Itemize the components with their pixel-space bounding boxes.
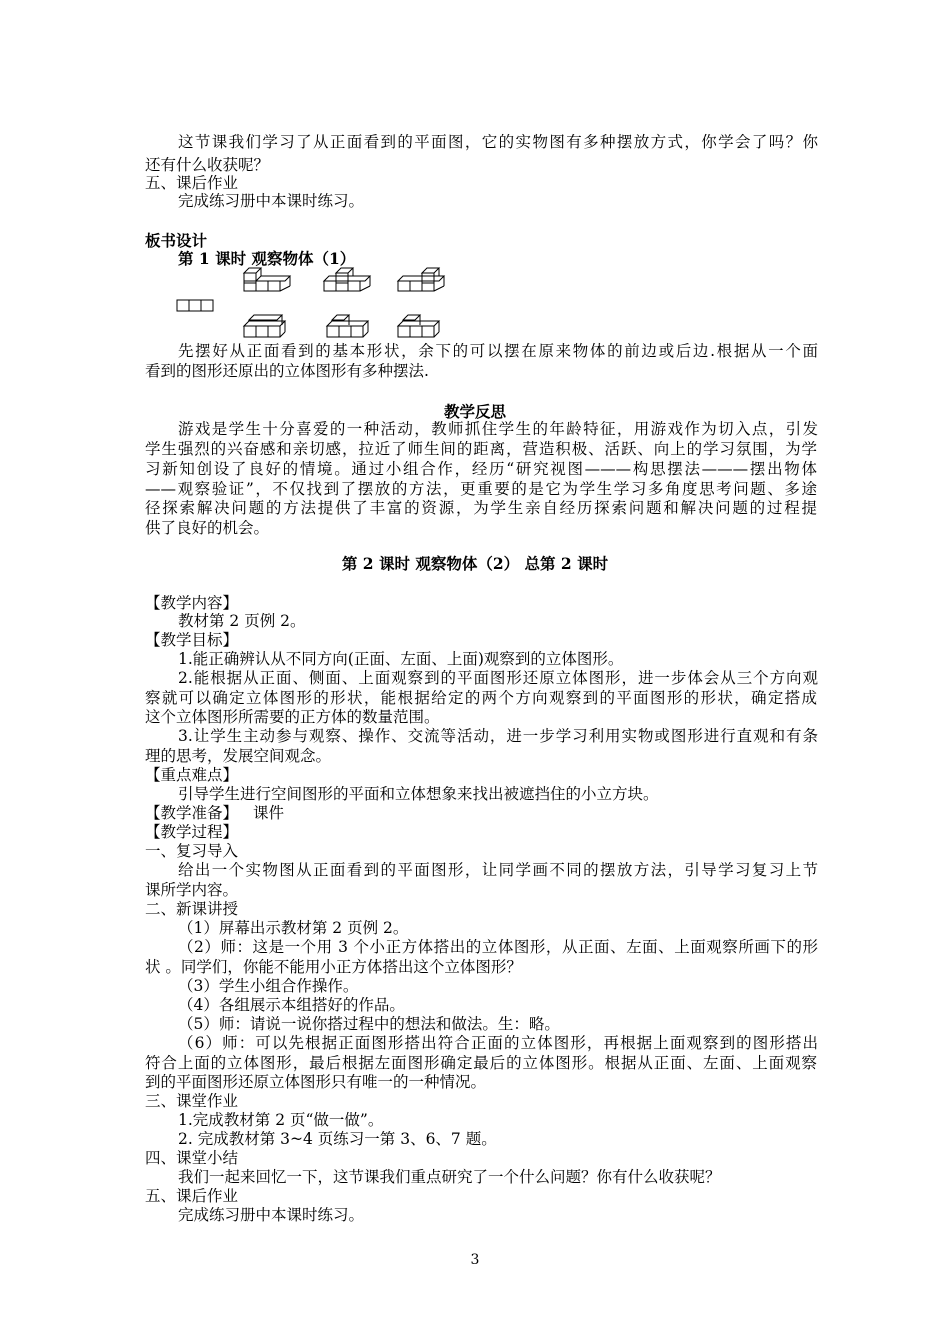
goal-2-line: 察就可以确定立体图形的形状，能根据给定的两个方向观察到的平面图形的形状，确定搭成: [145, 689, 817, 707]
cube-figure-6: [394, 313, 450, 339]
reflection-heading: 教学反思: [443, 402, 506, 421]
section-5-title: 五、课后作业: [145, 1187, 239, 1205]
section-1-line: 课所学内容。: [145, 881, 239, 899]
section-2-p3: （3）学生小组合作操作。: [178, 977, 359, 995]
reflection-line: 供了良好的机会。: [145, 519, 270, 537]
cube-figure-4: [240, 313, 296, 339]
section-4-title: 四、课堂小结: [145, 1149, 239, 1167]
summary-line-2: 还有什么收获呢？: [145, 156, 270, 174]
goal-3-line: 3.让学生主动参与观察、操作、交流等活动，进一步学习利用实物或图形进行直观和有条: [178, 727, 818, 745]
board-design-heading: 板书设计: [145, 231, 208, 250]
homework-text: 完成练习册中本课时练习。: [178, 192, 365, 210]
section-2-p2-line: 状 。同学们，你能不能用小正方体搭出这个立体图形？: [145, 958, 522, 976]
key-label: 【重点难点】: [145, 766, 239, 784]
goals-label: 【教学目标】: [145, 631, 239, 649]
cube-figure-1: [240, 266, 292, 292]
cube-figure-5: [323, 313, 379, 339]
goal-2-line: 这个立体图形所需要的正方体的数量范围。: [145, 708, 440, 726]
summary-line-1: 这节课我们学习了从正面看到的平面图，它的实物图有多种摆放方式，你学会了吗？你: [178, 133, 818, 151]
section-2-p2-line: （2）师：这是一个用 3 个小正方体搭出的立体图形，从正面、左面、上面观察所画下的形: [178, 938, 818, 956]
board-desc-line-1: 先摆好从正面看到的基本形状，余下的可以摆在原来物体的前边或后边.根据从一个面: [178, 342, 818, 360]
section-4-text: 我们一起来回忆一下，这节课我们重点研究了一个什么问题？你有什么收获呢？: [178, 1168, 721, 1186]
key-text: 引导学生进行空间图形的平面和立体想象来找出被遮挡住的小立方块。: [178, 785, 659, 803]
board-lesson-title: 第 1 课时 观察物体（1）: [178, 249, 356, 268]
prep-label: 【教学准备】: [145, 804, 239, 822]
homework-heading: 五、课后作业: [145, 174, 239, 192]
section-2-p4: （4）各组展示本组搭好的作品。: [178, 996, 405, 1014]
reflection-line: ——观察验证”，不仅找到了摆放的方法，更重要的是它为学生学习多角度思考问题、多途: [145, 480, 817, 498]
section-2-p6-line: 符合上面的立体图形，最后根据左面图形确定最后的立体图形。根据从正面、左面、上面观察: [145, 1054, 817, 1072]
section-5-text: 完成练习册中本课时练习。: [178, 1206, 365, 1224]
goal-1: 1.能正确辨认从不同方向(正面、左面、上面)观察到的立体图形。: [178, 650, 624, 668]
goal-3-line: 理的思考，发展空间观念。: [145, 747, 332, 765]
reflection-line: 游戏是学生十分喜爱的一种活动，教师抓住学生的年龄特征，用游戏作为切入点，引发: [178, 420, 818, 438]
reflection-line: 径探索解决问题的方法提供了丰富的资源，为学生亲自经历探索问题和解决问题的过程提: [145, 499, 817, 517]
section-2-p6-line: 到的平面图形还原立体图形只有唯一的一种情况。: [145, 1073, 487, 1091]
goal-2-line: 2.能根据从正面、侧面、上面观察到的平面图形还原立体图形，进一步体会从三个方向观: [178, 669, 818, 687]
content-label: 【教学内容】: [145, 594, 239, 612]
process-label: 【教学过程】: [145, 823, 239, 841]
section-2-p1: （1）屏幕出示教材第 2 页例 2。: [178, 919, 409, 937]
front-view-figure: [176, 298, 216, 314]
section-1-title: 一、复习导入: [145, 842, 239, 860]
section-2-p5: （5）师：请说一说你搭过程中的想法和做法。生：略。: [178, 1015, 560, 1033]
section-2-title: 二、新课讲授: [145, 900, 239, 918]
section-1-line: 给出一个实物图从正面看到的平面图形，让同学画不同的摆放方法，引导学习复习上节: [178, 861, 818, 879]
board-desc-line-2: 看到的图形还原出的立体图形有多种摆法.: [145, 362, 429, 380]
prep-text: 课件: [252, 804, 284, 822]
section-3-p1: 1.完成教材第 2 页“做一做”。: [178, 1111, 384, 1129]
section-3-title: 三、课堂作业: [145, 1092, 239, 1110]
reflection-line: 学生强烈的兴奋感和亲切感，拉近了师生间的距离，营造积极、活跃、向上的学习氛围，为学: [145, 440, 817, 458]
content-text: 教材第 2 页例 2。: [178, 612, 306, 630]
lesson2-title: 第 2 课时 观察物体（2） 总第 2 课时: [341, 554, 609, 573]
section-3-p2: 2. 完成教材第 3~4 页练习一第 3、6、7 题。: [178, 1130, 497, 1148]
section-2-p6-line: （6）师：可以先根据正面图形搭出符合正面的立体图形，再根据上面观察到的图形搭出: [178, 1034, 818, 1052]
cube-figure-3: [394, 266, 446, 292]
cube-figure-2: [320, 266, 372, 292]
page-number: 3: [470, 1252, 480, 1268]
reflection-line: 习新知创设了良好的情境。通过小组合作，经历“研究视图———构思摆法———摆出物体: [145, 460, 817, 478]
